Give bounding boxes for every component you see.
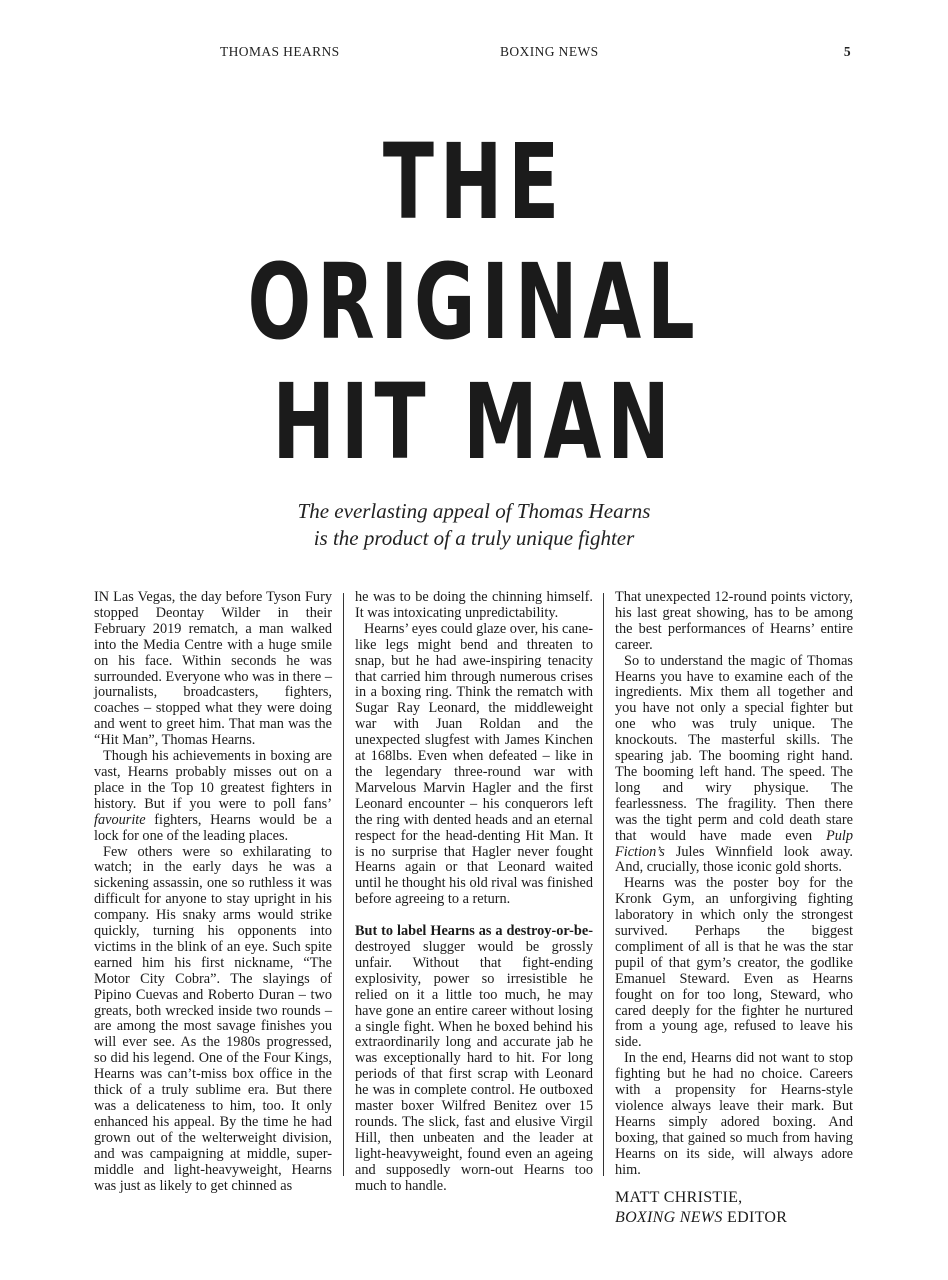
byline-publication: BOXING NEWS xyxy=(615,1208,723,1226)
paragraph: Hearns’ eyes could glaze over, his cane-like legs might bend and threaten to snap, but he had awe-inspiring tenacity that carried him through numerous crises in a boxing ring. Think the rematch with Sugar Ray Leonard, the middleweight war with Juan Roldan and the unexpected slugfest with James Kinchen at 168lbs. Even when defeated – like in the legendary three-round war with Marvelous Marvin Hagler and the first Leonard encounter – his conquerors left the ring with dented heads and an eternal respect for the head-denting Hit Man. It is no surprise that Hagler never fought Hearns again or that Leonard waited until he thought his old rival was finished before agreeing to a return. xyxy=(355,620,593,908)
headline-line-1: THE xyxy=(382,121,566,243)
paragraph-text: Jules Winnfield look away. And, crucially, those iconic gold shorts. xyxy=(615,843,853,876)
page-number: 5 xyxy=(843,44,851,59)
paragraph: IN Las Vegas, the day before Tyson Fury stopped Deontay Wilder in their February 2019 rematch, a man walked into the Media Centre with a huge smile on his face. Within seconds he was surrounded. Everyone who was in there – journalists, broadcasters, fighters, coaches – stopped what they were doing and went to greet him. That man was the “Hit Man”, Thomas Hearns. xyxy=(94,589,332,749)
standfirst-line-1: The everlasting appeal of Thomas Hearns xyxy=(297,499,651,523)
headline-line-3: HIT MAN xyxy=(272,361,676,483)
column-divider xyxy=(343,593,344,1176)
running-head-publication: BOXING NEWS xyxy=(500,44,599,59)
headline-line-2: ORIGINAL xyxy=(247,241,701,363)
paragraph xyxy=(94,749,332,844)
paragraph: he was to be doing the chinning himself. It was intoxicating unpredictability. xyxy=(355,589,593,621)
byline-name: MATT CHRISTIE, xyxy=(615,1188,743,1206)
paragraph: That unexpected 12-round points victory, his last great showing, has to be among the best performances of Hearns’ entire career. xyxy=(615,589,853,653)
article-column-3 xyxy=(615,590,853,1228)
paragraph: In the end, Hearns did not want to stop fighting but he had no choice. Careers with a propensity for Hearns-style violence always leave their mark. But Hearns simply adored boxing. And boxing, that gained so much from having Hearns on its side, will always adore him. xyxy=(615,1050,853,1178)
paragraph-text: fighters, Hearns would be a lock for one of the leading places. xyxy=(94,811,332,844)
paragraph: Few others were so exhilarating to watch; in the early days he was a sickening assassin, one so ruthless it was difficult for anyone to stay upright in his company. His snaky arms would strike quickly, turning his opponents into victims in the blink of an eye. Such spite earned him his first nickname, “The Motor City Cobra”. The slayings of Pipino Cuevas and Roberto Duran – two greats, both wrecked inside two rounds – are among the most savage finishes you will ever see. As the 1980s progressed, so did his legend. One of the Four Kings, Hearns was can’t-miss box office in the thick of a truly sublime era. But there was a delicateness to him, too. It only enhanced his appeal. By the time he had grown out of the welterweight division, and was campaigning at middle, super-middle and light-heavyweight, Hearns was just as likely to get chinned as xyxy=(94,843,332,1194)
paragraph xyxy=(615,654,853,877)
byline xyxy=(615,1188,853,1228)
column-divider xyxy=(603,593,604,1176)
lead-in-bold: But to label Hearns as a destroy-or-be- xyxy=(355,923,593,940)
paragraph-text: Though his achievements in boxing are vast, Hearns probably misses out on a place in the Top 10 greatest fighters in history. But if you were to poll fans’ xyxy=(94,748,332,812)
paragraph-text: So to understand the magic of Thomas Hearns you have to examine each of the ingredients. Mix them all together and you have not only a special fighter but one who was truly unique. The knockouts. The masterful skills. The spearing jab. The booming right hand. The booming left hand. The speed. The long and wiry physique. The fearlessness. The fragility. Then there was the tight perm and cold death stare that would have made even xyxy=(615,652,853,844)
article-column-2 xyxy=(355,590,593,1195)
paragraph: Hearns was the poster boy for the Kronk Gym, an unforgiving fighting laboratory in which only the strongest survived. Perhaps the biggest compliment of all is that he was the star pupil of that gym’s creator, the godlike Emanuel Steward. Even as Hearns fought on for too long, Steward, who cared deeply for the fighter he nurtured from a young age, refused to leave his side. xyxy=(615,875,853,1051)
standfirst-line-2: is the product of a truly unique fighter xyxy=(313,526,635,550)
byline-title: EDITOR xyxy=(722,1208,788,1226)
byline-role xyxy=(615,1208,853,1228)
paragraph xyxy=(355,924,593,1194)
article-column-1 xyxy=(94,590,332,1194)
emphasis-text: Pulp Fiction’s xyxy=(615,827,853,860)
emphasis-text: favourite xyxy=(94,811,146,828)
running-head-section: THOMAS HEARNS xyxy=(220,44,340,59)
paragraph-text: destroyed slugger would be grossly unfair. Without that fight-ending explosivity, power so irresistible he relied on it a little too much, he may have gone an entire career without losing a single fight. When he boxed behind his extraordinarily long and accurate jab he was exceptionally hard to hit. For long periods of that first scrap with Leonard he was in complete control. He outboxed master boxer Wilfred Benitez over 15 rounds. The slick, fast and elusive Virgil Hill, then unbeaten and the leader at light-heavyweight, found even an ageing and supposedly worn-out Hearns too much to handle. xyxy=(355,939,593,1194)
